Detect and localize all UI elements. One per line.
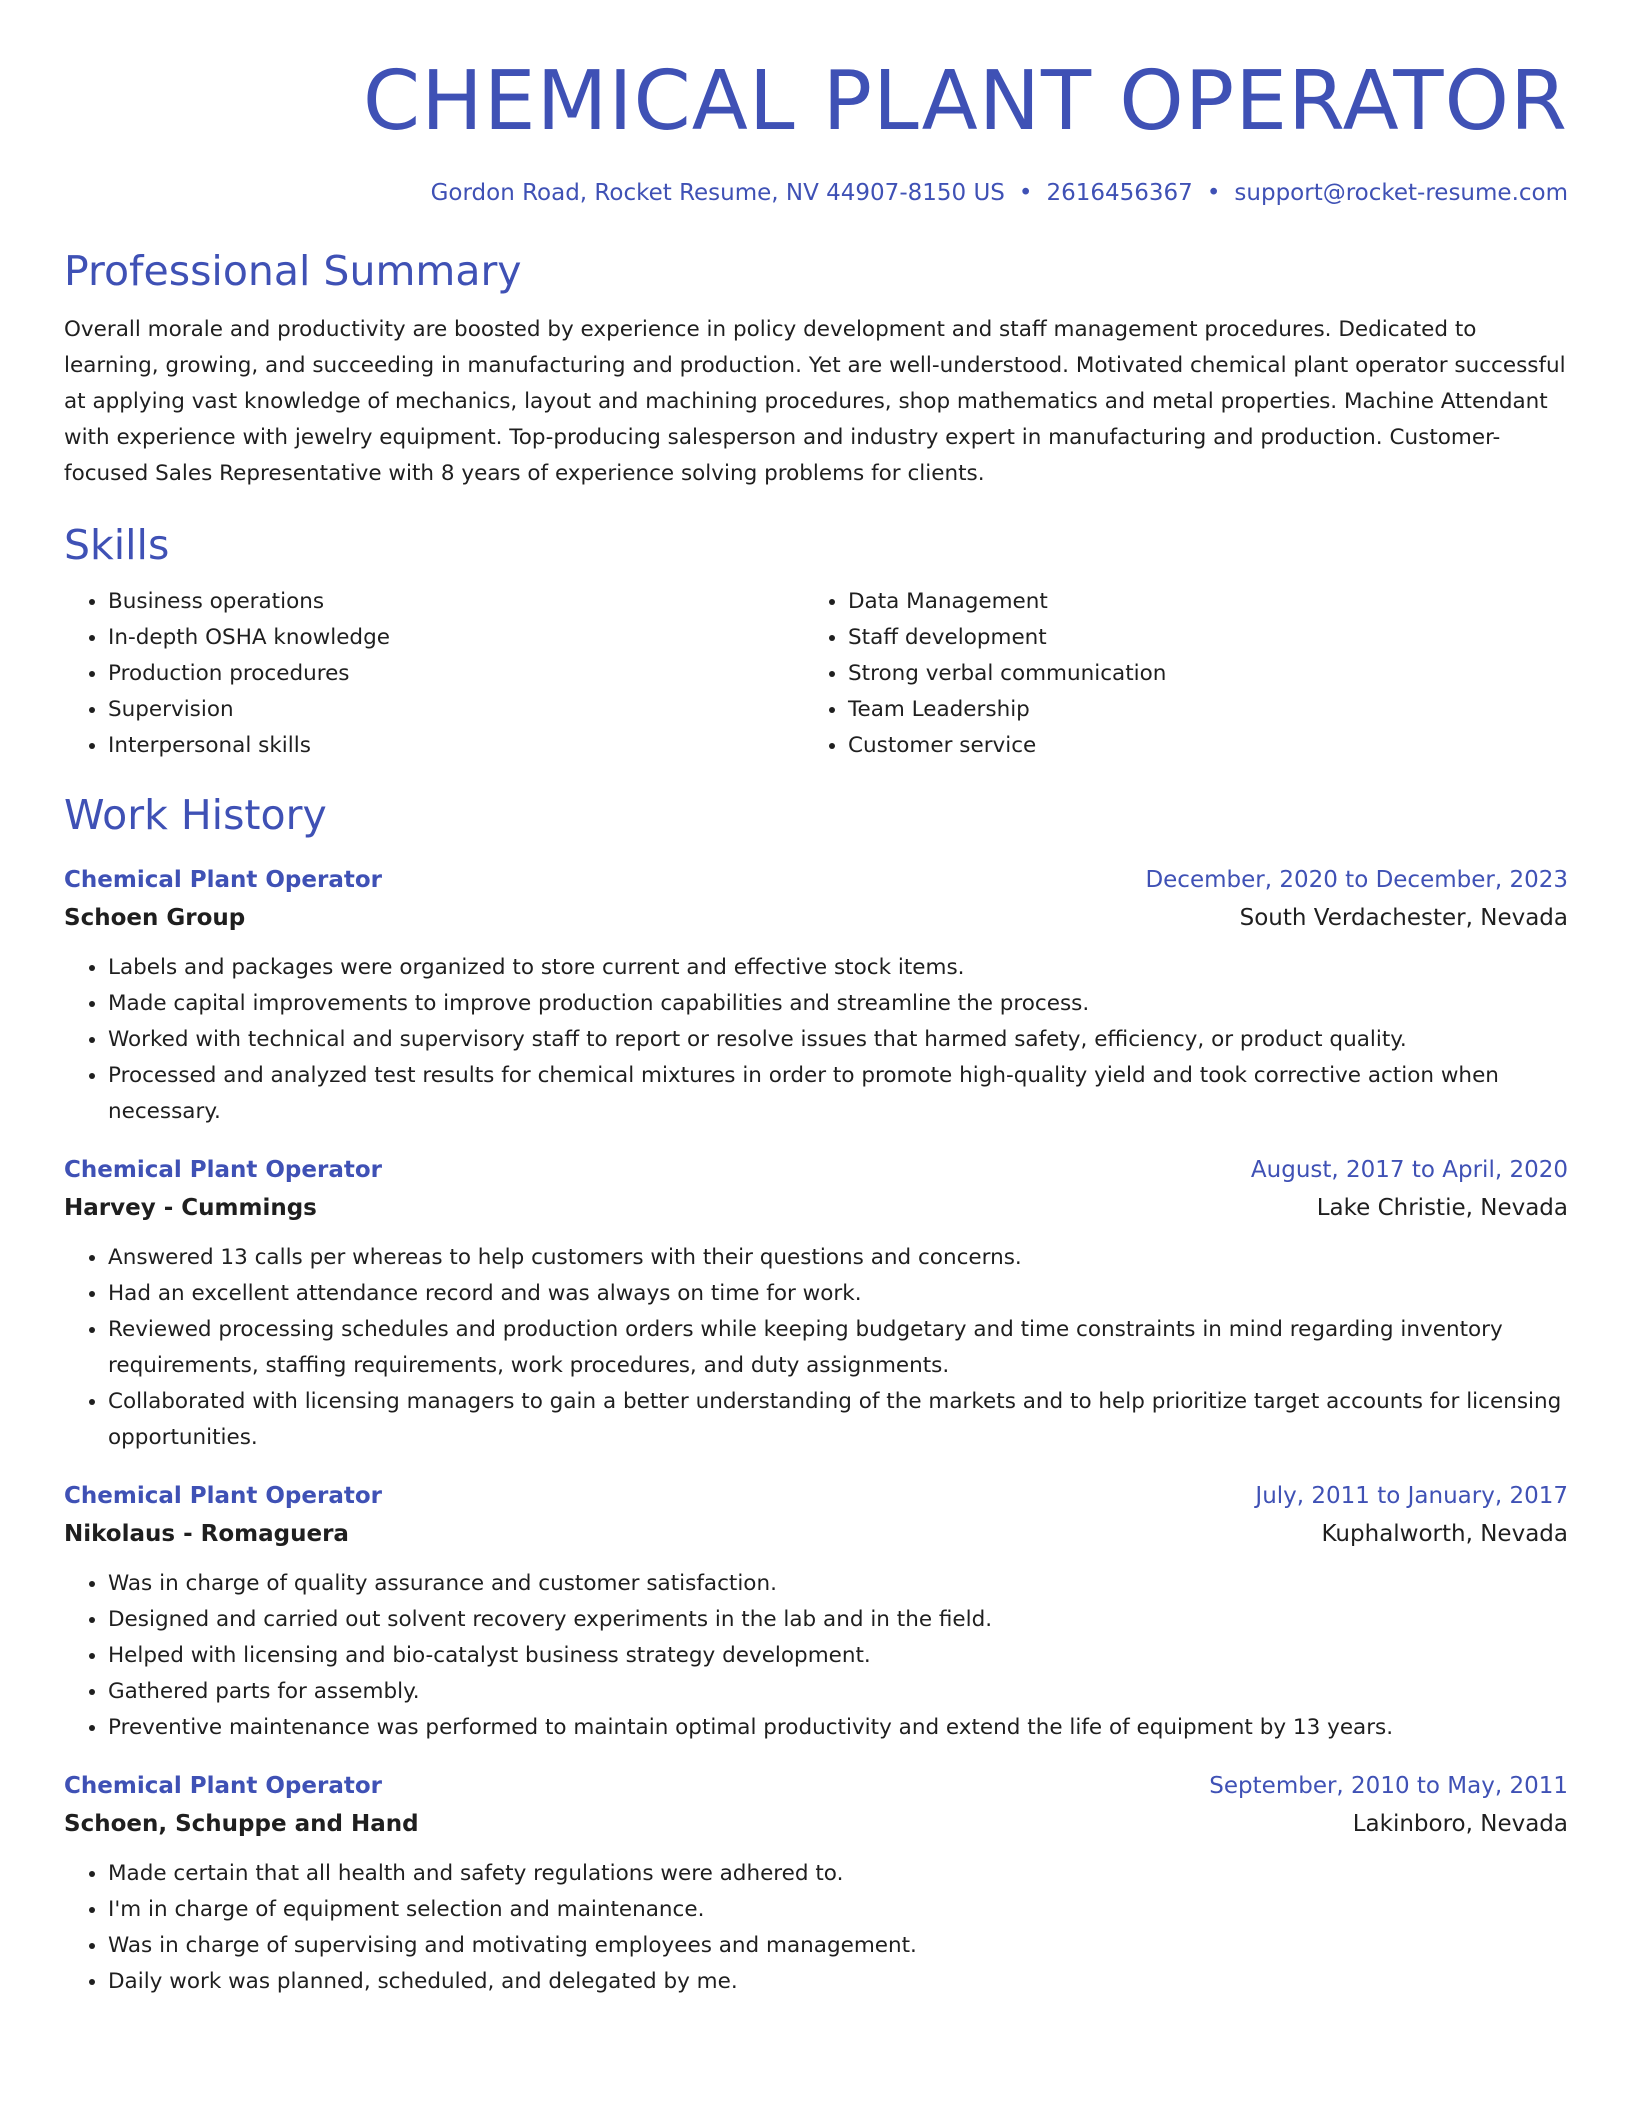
skill-item: • In-depth OSHA knowledge bbox=[108, 620, 804, 656]
job-bullet: • Labels and packages were organized to store current and effective stock items. bbox=[108, 950, 1568, 986]
summary-text: Overall morale and productivity are boosted by experience in policy development and staff management procedures. Dedicated to learning, growing, and succeeding in manufacturing and production. Yet are well-understood. Motivated chemical plant operator successful at applying vast knowledge of mechanics, layout and machining procedures, shop mathematics and metal properties. Machine Attendant with experience with jewelry equipment. Top-producing salesperson and industry expert in manufacturing and production. Customer-focused Sales Representative with 8 years of experience solving problems for clients. bbox=[64, 317, 1566, 486]
job-bullet: • Designed and carried out solvent recovery experiments in the lab and in the field. bbox=[108, 1602, 1568, 1638]
work-history-heading: Work History bbox=[64, 791, 327, 839]
skill-item: • Customer service bbox=[848, 728, 1544, 764]
job-bullet: • Answered 13 calls per whereas to help customers with their questions and concerns. bbox=[108, 1240, 1568, 1276]
skills-list bbox=[64, 584, 1568, 764]
skill-item: • Data Management bbox=[848, 584, 1544, 620]
job-dates: August, 2017 to April, 2020 bbox=[1250, 1157, 1568, 1183]
job-bullet: • Collaborated with licensing managers to gain a better understanding of the markets and to help prioritize target accounts for licensing opportunities. bbox=[108, 1384, 1568, 1456]
skill-item: • Business operations bbox=[108, 584, 804, 620]
job-entry bbox=[64, 1768, 1568, 2000]
company-name: Nikolaus - Romaguera bbox=[64, 1521, 349, 1547]
company-name: Schoen, Schuppe and Hand bbox=[64, 1811, 419, 1837]
job-title-row bbox=[64, 862, 1568, 898]
resume-page bbox=[64, 0, 1568, 2000]
job-bullet: • Preventive maintenance was performed to maintain optimal productivity and extend the life of equipment by 13 years. bbox=[108, 1710, 1568, 1746]
job-bullet: • Made capital improvements to improve production capabilities and streamline the process. bbox=[108, 986, 1568, 1022]
job-bullets bbox=[64, 1240, 1568, 1456]
resume-header bbox=[64, 0, 1568, 208]
company-name: Schoen Group bbox=[64, 905, 246, 931]
job-bullets bbox=[64, 1856, 1568, 2000]
skills-column-right bbox=[804, 584, 1544, 764]
job-title: Chemical Plant Operator bbox=[64, 867, 383, 893]
job-bullets bbox=[64, 1566, 1568, 1746]
skill-item: • Team Leadership bbox=[848, 692, 1544, 728]
job-bullet: • Was in charge of supervising and motivating employees and management. bbox=[108, 1928, 1568, 1964]
separator-dot: • bbox=[1206, 180, 1221, 206]
job-bullet: • Made certain that all health and safety regulations were adhered to. bbox=[108, 1856, 1568, 1892]
skills-column-left bbox=[64, 584, 804, 764]
job-bullet: • Worked with technical and supervisory staff to report or resolve issues that harmed safety, efficiency, or product quality. bbox=[108, 1022, 1568, 1058]
job-title: Chemical Plant Operator bbox=[64, 1483, 383, 1509]
job-bullet: • Was in charge of quality assurance and customer satisfaction. bbox=[108, 1566, 1568, 1602]
job-title: Chemical Plant Operator bbox=[64, 1157, 383, 1183]
job-title-row bbox=[64, 1152, 1568, 1188]
job-title: Chemical Plant Operator bbox=[64, 1773, 383, 1799]
skill-item: • Production procedures bbox=[108, 656, 804, 692]
job-company-row bbox=[64, 1188, 1568, 1228]
job-bullet: • Gathered parts for assembly. bbox=[108, 1674, 1568, 1710]
job-location: Lake Christie, Nevada bbox=[1316, 1195, 1568, 1221]
job-dates: July, 2011 to January, 2017 bbox=[1255, 1483, 1568, 1509]
skill-item: • Strong verbal communication bbox=[848, 656, 1544, 692]
job-bullet: • Had an excellent attendance record and was always on time for work. bbox=[108, 1276, 1568, 1312]
address: Gordon Road, Rocket Resume, NV 44907-8150 US bbox=[430, 180, 1005, 206]
job-dates: December, 2020 to December, 2023 bbox=[1145, 867, 1568, 893]
skill-item: • Staff development bbox=[848, 620, 1544, 656]
job-location: Lakinboro, Nevada bbox=[1352, 1811, 1568, 1837]
email: support@rocket-resume.com bbox=[1234, 180, 1568, 206]
job-location: Kuphalworth, Nevada bbox=[1321, 1521, 1568, 1547]
skill-item: • Supervision bbox=[108, 692, 804, 728]
phone: 2616456367 bbox=[1046, 180, 1193, 206]
job-company-row bbox=[64, 898, 1568, 938]
job-bullet: • Processed and analyzed test results for chemical mixtures in order to promote high-quality yield and took corrective action when necessary. bbox=[108, 1058, 1568, 1130]
job-entry bbox=[64, 1152, 1568, 1456]
resume-title: CHEMICAL PLANT OPERATOR bbox=[362, 54, 1568, 149]
job-bullet: • Reviewed processing schedules and production orders while keeping budgetary and time constraints in mind regarding inventory requirements, staffing requirements, work procedures, and duty assignments. bbox=[108, 1312, 1568, 1384]
job-entry bbox=[64, 862, 1568, 1130]
job-location: South Verdachester, Nevada bbox=[1239, 905, 1568, 931]
skill-item: • Interpersonal skills bbox=[108, 728, 804, 764]
job-bullet: • Daily work was planned, scheduled, and delegated by me. bbox=[108, 1964, 1568, 2000]
job-company-row bbox=[64, 1514, 1568, 1554]
job-company-row bbox=[64, 1804, 1568, 1844]
company-name: Harvey - Cummings bbox=[64, 1195, 317, 1221]
job-bullets bbox=[64, 950, 1568, 1130]
job-dates: September, 2010 to May, 2011 bbox=[1209, 1773, 1568, 1799]
job-entry bbox=[64, 1478, 1568, 1746]
job-bullet: • I'm in charge of equipment selection and maintenance. bbox=[108, 1892, 1568, 1928]
job-title-row bbox=[64, 1768, 1568, 1804]
job-bullet: • Helped with licensing and bio-catalyst business strategy development. bbox=[108, 1638, 1568, 1674]
summary-heading: Professional Summary bbox=[64, 247, 522, 295]
separator-dot: • bbox=[1018, 180, 1033, 206]
skills-heading: Skills bbox=[64, 521, 170, 569]
job-title-row bbox=[64, 1478, 1568, 1514]
contact-line bbox=[64, 178, 1568, 208]
